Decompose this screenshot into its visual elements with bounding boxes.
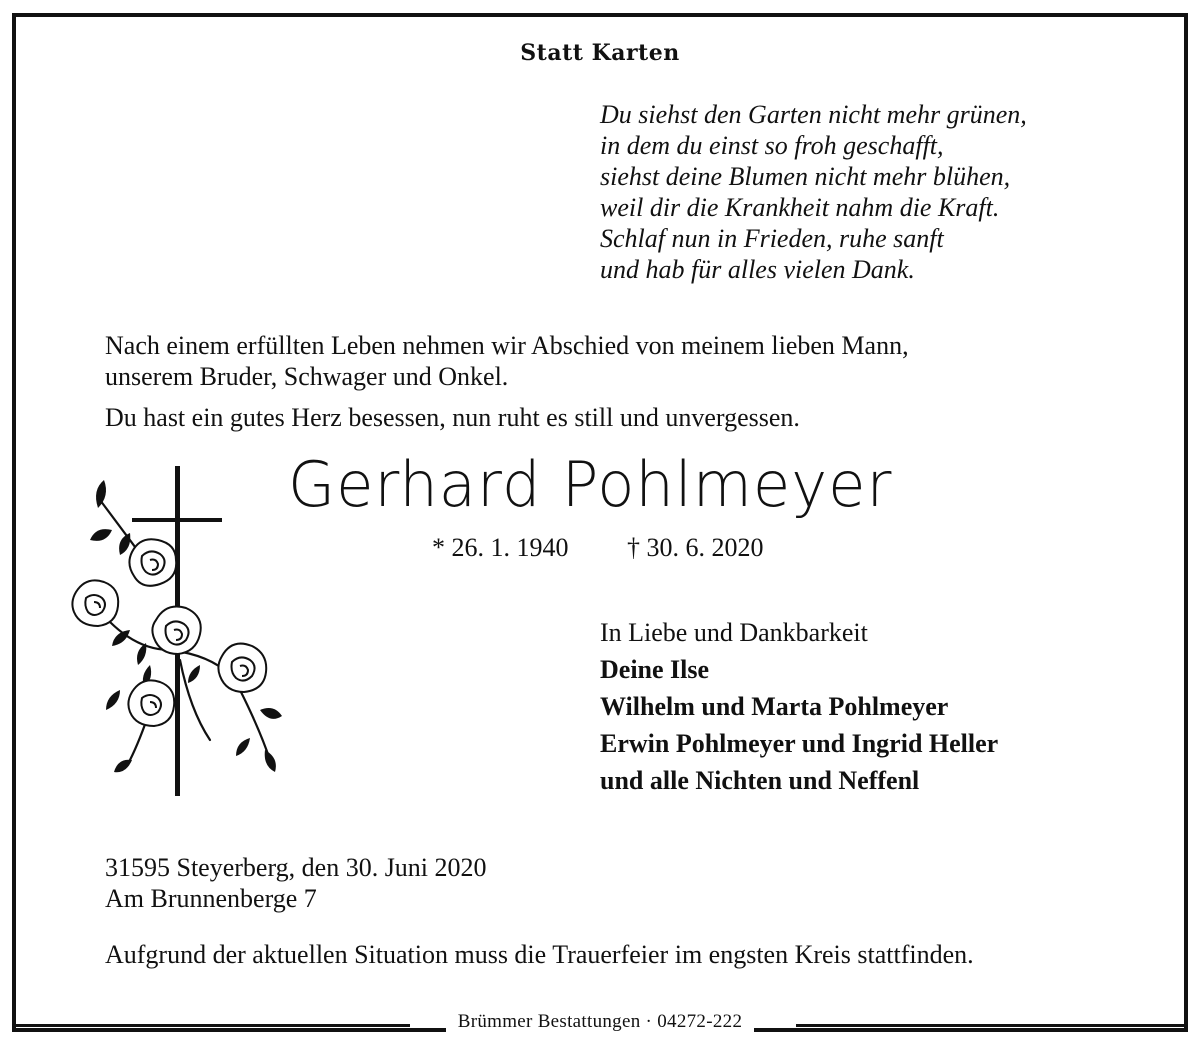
header-title: Statt Karten <box>520 40 680 66</box>
poem-line: siehst deine Blumen nicht mehr blühen, <box>600 162 1011 191</box>
poem-line: weil dir die Krankheit nahm die Kraft. <box>600 193 1000 222</box>
intro-line: Nach einem erfüllten Leben nehmen wir Abschied von meinem lieben Mann, <box>105 331 909 360</box>
intro-line: unserem Bruder, Schwager und Onkel. <box>105 362 509 391</box>
poem-line: in dem du einst so froh geschafft, <box>600 131 944 160</box>
family-name: und alle Nichten und Neffenl <box>600 766 920 795</box>
poem-line: und hab für alles vielen Dank. <box>600 255 915 284</box>
poem-line: Du siehst den Garten nicht mehr grünen, <box>600 100 1027 129</box>
undertaker-credit: Brümmer Bestattungen · 04272-222 <box>446 1011 755 1032</box>
deceased-name: Gerhard Pohlmeyer <box>288 448 893 521</box>
place-date <box>105 852 1005 914</box>
family-name: Erwin Pohlmeyer und Ingrid Heller <box>600 729 999 758</box>
family-intro: In Liebe und Dankbarkeit <box>600 618 868 647</box>
intro-text <box>105 330 1115 433</box>
death-date: † 30. 6. 2020 <box>627 533 764 562</box>
cross-with-roses-icon <box>60 460 300 800</box>
poem-line: Schlaf nun in Frieden, ruhe sanft <box>600 224 944 253</box>
family-name: Deine Ilse <box>600 655 710 684</box>
footer-credit <box>0 1011 1200 1033</box>
birth-date: * 26. 1. 1940 <box>432 533 569 562</box>
poem <box>600 99 1160 285</box>
family-name: Wilhelm und Marta Pohlmeyer <box>600 692 949 721</box>
family-block <box>600 614 1160 799</box>
place-line: 31595 Steyerberg, den 30. Juni 2020 <box>105 853 487 882</box>
address-line: Am Brunnenberge 7 <box>105 884 317 913</box>
life-dates <box>432 533 764 563</box>
intro-line: Du hast ein gutes Herz besessen, nun ruht es still und unvergessen. <box>105 403 800 432</box>
funeral-notice: Aufgrund der aktuellen Situation muss die Trauerfeier im engsten Kreis stattfinden. <box>105 940 974 969</box>
